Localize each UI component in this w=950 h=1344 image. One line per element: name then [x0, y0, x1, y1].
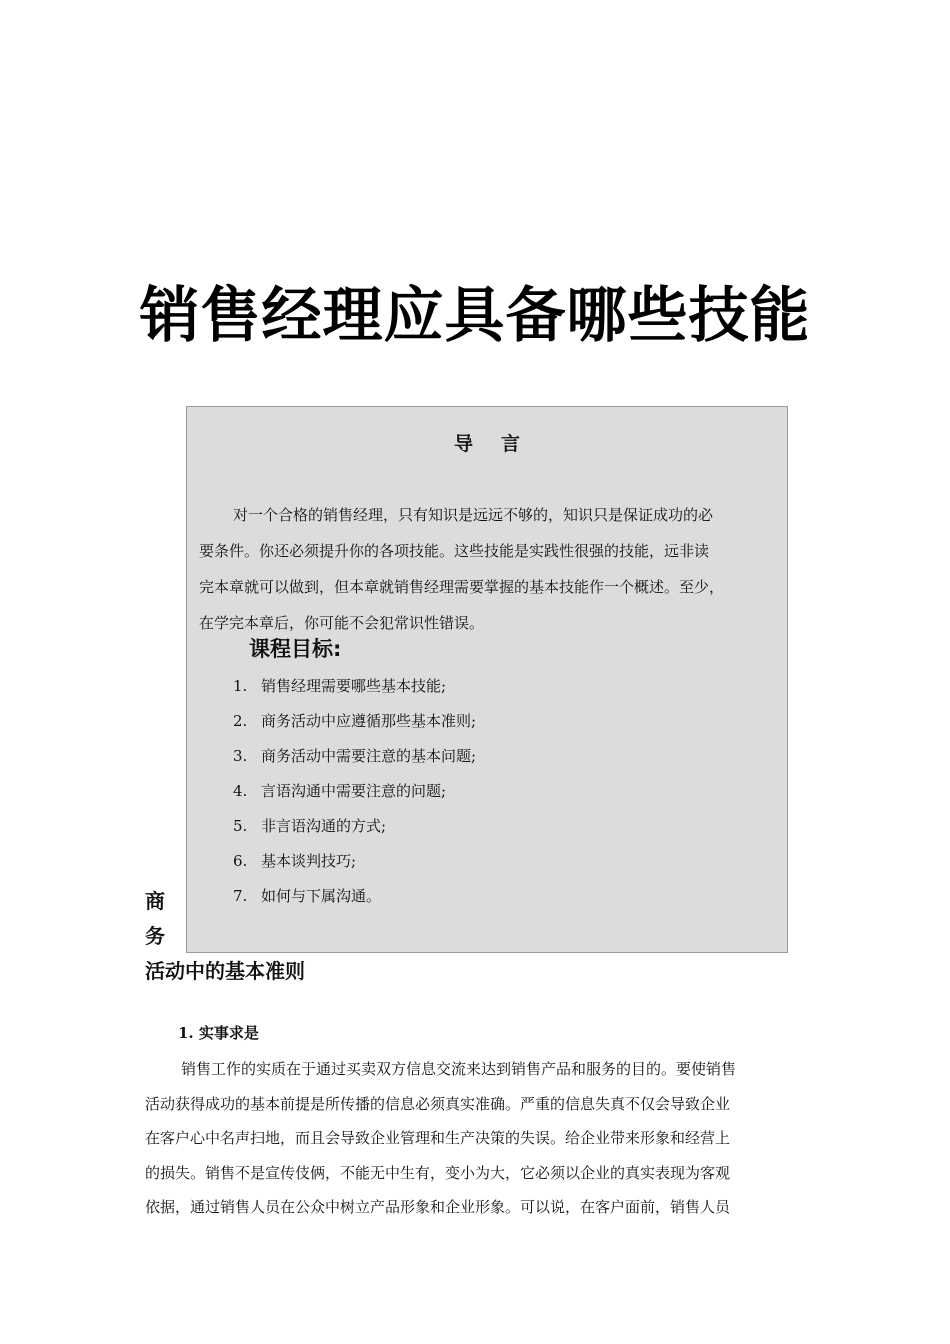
intro-paragraph [199, 497, 787, 641]
goal-item [233, 739, 476, 774]
goal-number: 5. [233, 817, 248, 835]
goal-text: 销售经理需要哪些基本技能; [261, 677, 447, 695]
body-line: 活动获得成功的基本前提是所传播的信息必须真实准确。严重的信息失真不仅会导致企业 [145, 1094, 731, 1113]
intro-line: 完本章就可以做到，但本章就销售经理需要掌握的基本技能作一个概述。至少， [199, 578, 725, 596]
goal-item [233, 809, 476, 844]
section-heading-line: 务 [145, 924, 165, 948]
goal-item [233, 704, 476, 739]
body-paragraph [145, 1052, 807, 1225]
goal-text: 基本谈判技巧; [261, 852, 357, 870]
goal-text: 如何与下属沟通。 [261, 887, 382, 905]
goal-item [233, 669, 476, 704]
goal-text: 商务活动中需要注意的基本问题; [261, 747, 477, 765]
subsection-heading: 1. 实事求是 [178, 1024, 259, 1042]
goal-text: 非言语沟通的方式; [261, 817, 387, 835]
intro-line: 对一个合格的销售经理，只有知识是远远不够的，知识只是保证成功的必 [233, 506, 714, 524]
goal-item [233, 844, 476, 879]
intro-box [186, 406, 788, 953]
goal-text: 言语沟通中需要注意的问题; [261, 782, 447, 800]
section-heading-line: 活动中的基本准则 [145, 959, 305, 983]
body-line: 在客户心中名声扫地，而且会导致企业管理和生产决策的失误。给企业带来形象和经营上 [145, 1129, 731, 1147]
intro-heading: 导言 [453, 433, 548, 455]
goal-item [233, 774, 476, 809]
goal-text: 商务活动中应遵循那些基本准则; [261, 712, 477, 730]
goal-number: 7. [233, 887, 248, 905]
intro-line: 在学完本章后，你可能不会犯常识性错误。 [199, 614, 485, 632]
body-line: 的损失。销售不是宣传伎俩，不能无中生有，变小为大，它必须以企业的真实表现为客观 [145, 1163, 731, 1182]
document-title: 销售经理应具备哪些技能 [139, 281, 811, 351]
body-line: 销售工作的实质在于通过买卖双方信息交流来达到销售产品和服务的目的。要使销售 [181, 1060, 737, 1078]
goals-heading: 课程目标: [249, 637, 342, 661]
section-heading-line: 商 [145, 889, 165, 913]
goal-number: 4. [233, 782, 248, 800]
goals-list [233, 669, 476, 914]
section-heading [145, 884, 345, 989]
intro-line: 要条件。你还必须提升你的各项技能。这些技能是实践性很强的技能，远非读 [199, 542, 710, 560]
goal-number: 1. [233, 677, 248, 695]
goal-number: 3. [233, 747, 248, 765]
goal-number: 6. [233, 852, 248, 870]
goal-number: 2. [233, 712, 248, 730]
body-line: 依据，通过销售人员在公众中树立产品形象和企业形象。可以说，在客户面前，销售人员 [145, 1198, 731, 1216]
